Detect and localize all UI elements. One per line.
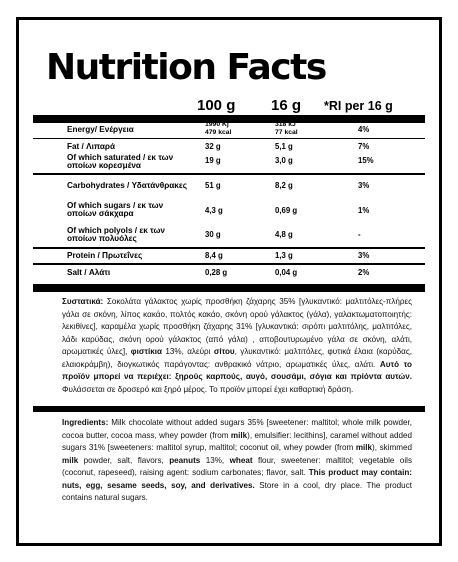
row-sugars-ri: 1%	[358, 206, 370, 215]
row-protein-label: Protein / Πρωτεΐνες	[67, 251, 143, 260]
row-polyols-100: 30 g	[205, 230, 221, 239]
ingredients-english: Ingredients: Milk chocolate without added sugars 35% [sweetener: maltitol; whole milk powder, cocoa butter, cocoa mass, whey powder (from milk), emulsifier: lecithins], caramel without added sugars 31% [sweeteners: maltitol syrup, maltitol; coconut oil, whey powder (from milk), skimmed milk powder, salt, flavors, peanuts 13%, wheat flour, sweetener: maltitol; vegetable oils (coconut, rapeseed), raising agent: sodium carbonates; flavor, salt. This product may contain: nuts, egg, sesame seeds, soy, and derivatives. Store in a cool, dry place. The product contains natural sugars.	[62, 418, 413, 503]
row-energy-100-kj: 1990 Kj	[205, 121, 229, 128]
nutrition-facts-title: Nutrition Facts	[46, 47, 326, 88]
row-salt-label: Salt / Αλάτι	[67, 268, 111, 277]
column-header-16g: 16 g	[271, 97, 302, 114]
row-energy-100-kcal: 479 kcal	[205, 129, 232, 136]
row-divider	[33, 173, 425, 175]
ingredients-greek: Συστατικά: Σοκολάτα γάλακτος χωρίς προσθήκη ζάχαρης 35% [γλυκαντικό: μαλτιτόλες-πλήρες γάλα σε σκόνη, λίπος κακάο, πολτός κακάο, σκόνη ορού γάλακτος (γάλα), γαλακτωματοποιητής: λεκιθίνες], καραμέλα χωρίς προσθήκη ζάχαρης 31% [γλυκαντικά: σιρόπι μαλτιτόλης, μαλτιτόλες, λάδι καρύδας, σκόνη ορού γάλακτος (από γάλα) , αποβουτυρωμένο γάλα σε σκόνη, αλάτι, αρωματικές ύλες], φιστίκια 13%, αλεύρι σίτου, γλυκαντικό: μαλτιτόλες, φυτικά έλαια (καρύδας, ελαιοκράμβη), διογκωτικός παράγοντας: ανθρακικό νάτριο, αρωματικές ύλες, αλάτι. Αυτό το προϊόν μπορεί να περιέχει: ξηρούς καρπούς, αυγό, σουσάμι, σόγια και πρίόντα αυτών. Φυλάσσεται σε δροσερό και ξηρό μέρος. Το προϊόν μπορεί έχει καθαρτική δράση.	[62, 297, 413, 394]
row-carbohydrates-16: 8,2 g	[275, 181, 293, 190]
row-protein-100: 8,4 g	[205, 251, 223, 260]
ingredients-greek-label: Συστατικά:	[62, 297, 104, 306]
row-fat-ri: 7%	[358, 142, 370, 151]
row-saturated-label-a: Of which saturated / εκ των	[67, 153, 174, 162]
column-header-100g: 100 g	[197, 97, 236, 114]
row-polyols-label-a: Of which polyols / εκ των	[67, 226, 165, 235]
row-carbohydrates-label: Carbohydrates / Υδατάνθρακες	[67, 181, 188, 190]
row-divider	[33, 263, 425, 265]
row-polyols-label-b: οποίων πολυόλες	[67, 234, 137, 243]
ingredients-english-label: Ingredients:	[62, 418, 109, 427]
row-sugars-label-b: οποίων σάκχαρα	[67, 209, 134, 218]
row-saturated-ri: 15%	[358, 156, 374, 165]
row-carbohydrates-100: 51 g	[205, 181, 221, 190]
row-energy-16-kj: 318 kJ	[275, 121, 296, 128]
column-header-ri: *RI per 16 g	[324, 99, 393, 113]
row-saturated-100: 19 g	[205, 156, 221, 165]
row-salt-16: 0,04 g	[275, 268, 298, 277]
ingredients-divider-rule	[33, 406, 425, 412]
row-carbohydrates-ri: 3%	[358, 181, 370, 190]
row-sugars-16: 0,69 g	[275, 206, 298, 215]
row-saturated-label-b: οποίων κορεσμένα	[67, 161, 141, 170]
row-sugars-label-a: Of which sugars / εκ των	[67, 201, 164, 210]
row-saturated-16: 3,0 g	[275, 156, 293, 165]
row-polyols-16: 4,8 g	[275, 230, 293, 239]
row-salt-ri: 2%	[358, 268, 370, 277]
header-rule	[33, 115, 425, 123]
row-fat-100: 32 g	[205, 142, 221, 151]
row-polyols-ri: -	[358, 230, 361, 239]
row-fat-label: Fat / Λιπαρά	[67, 142, 116, 151]
row-fat-16: 5,1 g	[275, 142, 293, 151]
table-bottom-rule	[33, 284, 425, 292]
row-salt-100: 0,28 g	[205, 268, 228, 277]
row-protein-ri: 3%	[358, 251, 370, 260]
row-energy-label: Energy/ Ενέργεια	[67, 125, 134, 134]
row-energy-ri: 4%	[358, 125, 370, 134]
row-protein-16: 1,3 g	[275, 251, 293, 260]
row-sugars-100: 4,3 g	[205, 206, 223, 215]
row-divider	[33, 138, 425, 139]
row-divider	[33, 247, 425, 249]
row-energy-16-kcal: 77 kcal	[275, 129, 298, 136]
